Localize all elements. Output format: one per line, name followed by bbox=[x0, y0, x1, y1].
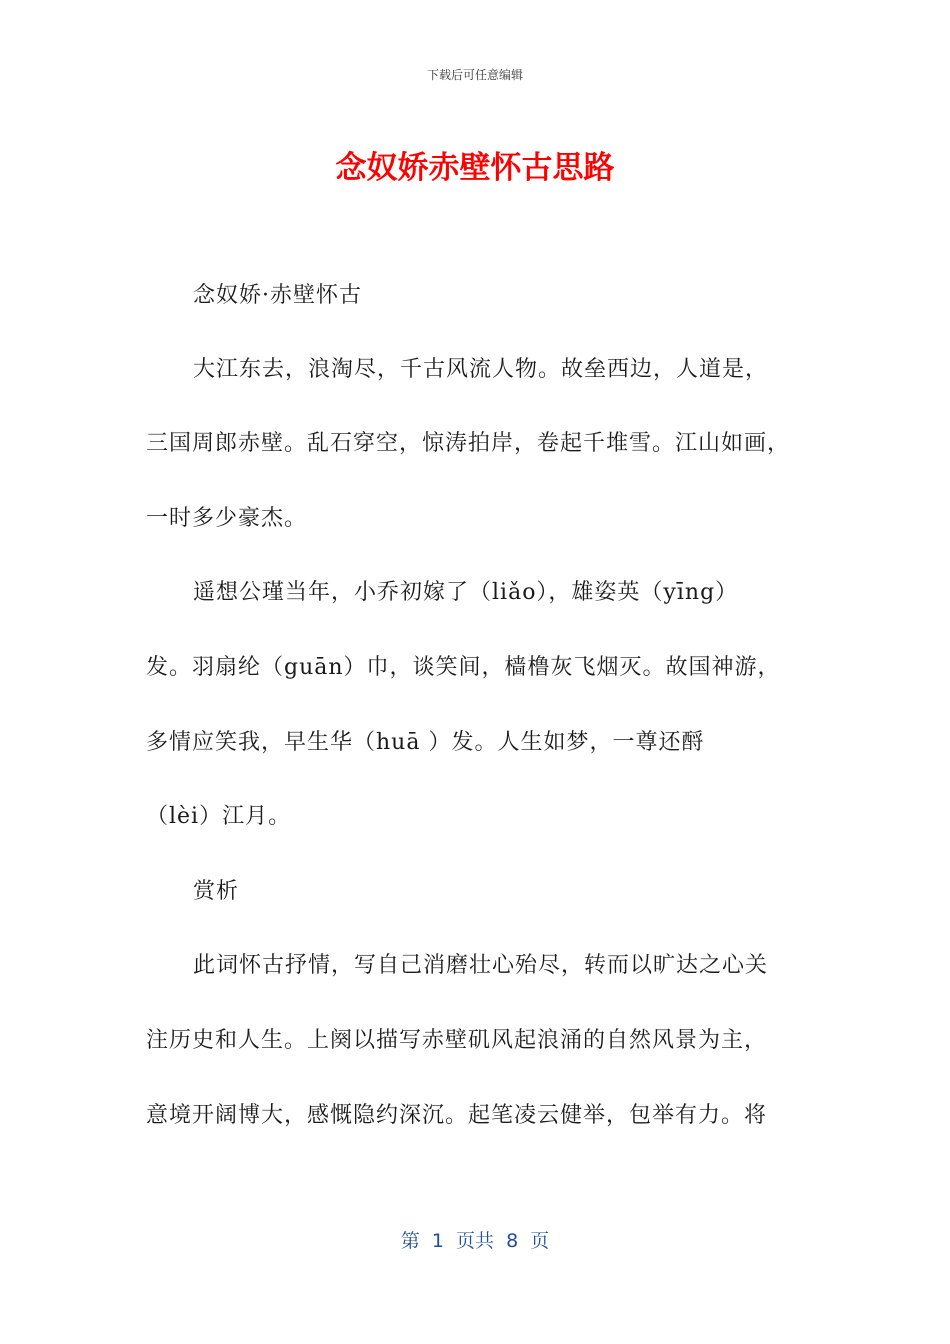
section-heading: 赏析 bbox=[193, 879, 240, 904]
body-paragraph-line: 注历史和人生。上阕以描写赤壁矶风起浪涌的自然风景为主， bbox=[146, 1028, 768, 1053]
poem-heading: 念奴娇·赤壁怀古 bbox=[193, 283, 362, 308]
body-paragraph-line: 意境开阔博大，感慨隐约深沉。起笔凌云健举，包举有力。将 bbox=[146, 1103, 768, 1128]
poem-line: 遥想公瑾当年，小乔初嫁了（liǎo），雄姿英（yīng） bbox=[193, 580, 739, 605]
poem-line: 大江东去，浪淘尽，千古风流人物。故垒西边，人道是， bbox=[193, 357, 769, 382]
poem-line: 发。羽扇纶（guān）巾，谈笑间，樯橹灰飞烟灭。故国神游， bbox=[146, 655, 781, 680]
poem-line: 多情应笑我，早生华（huā ）发。人生如梦，一尊还酹 bbox=[146, 730, 705, 755]
page-footer: 第 1 页共 8 页 bbox=[400, 1230, 550, 1252]
poem-line: （lèi）江月。 bbox=[146, 804, 292, 829]
poem-line: 一时多少豪杰。 bbox=[146, 506, 308, 531]
header-note: 下载后可任意编辑 bbox=[426, 68, 523, 82]
poem-line: 三国周郎赤壁。乱石穿空，惊涛拍岸，卷起千堆雪。江山如画， bbox=[146, 431, 791, 456]
body-paragraph-line: 此词怀古抒情，写自己消磨壮心殆尽，转而以旷达之心关 bbox=[193, 953, 769, 978]
document-title: 念奴娇赤壁怀古思路 bbox=[335, 150, 615, 186]
